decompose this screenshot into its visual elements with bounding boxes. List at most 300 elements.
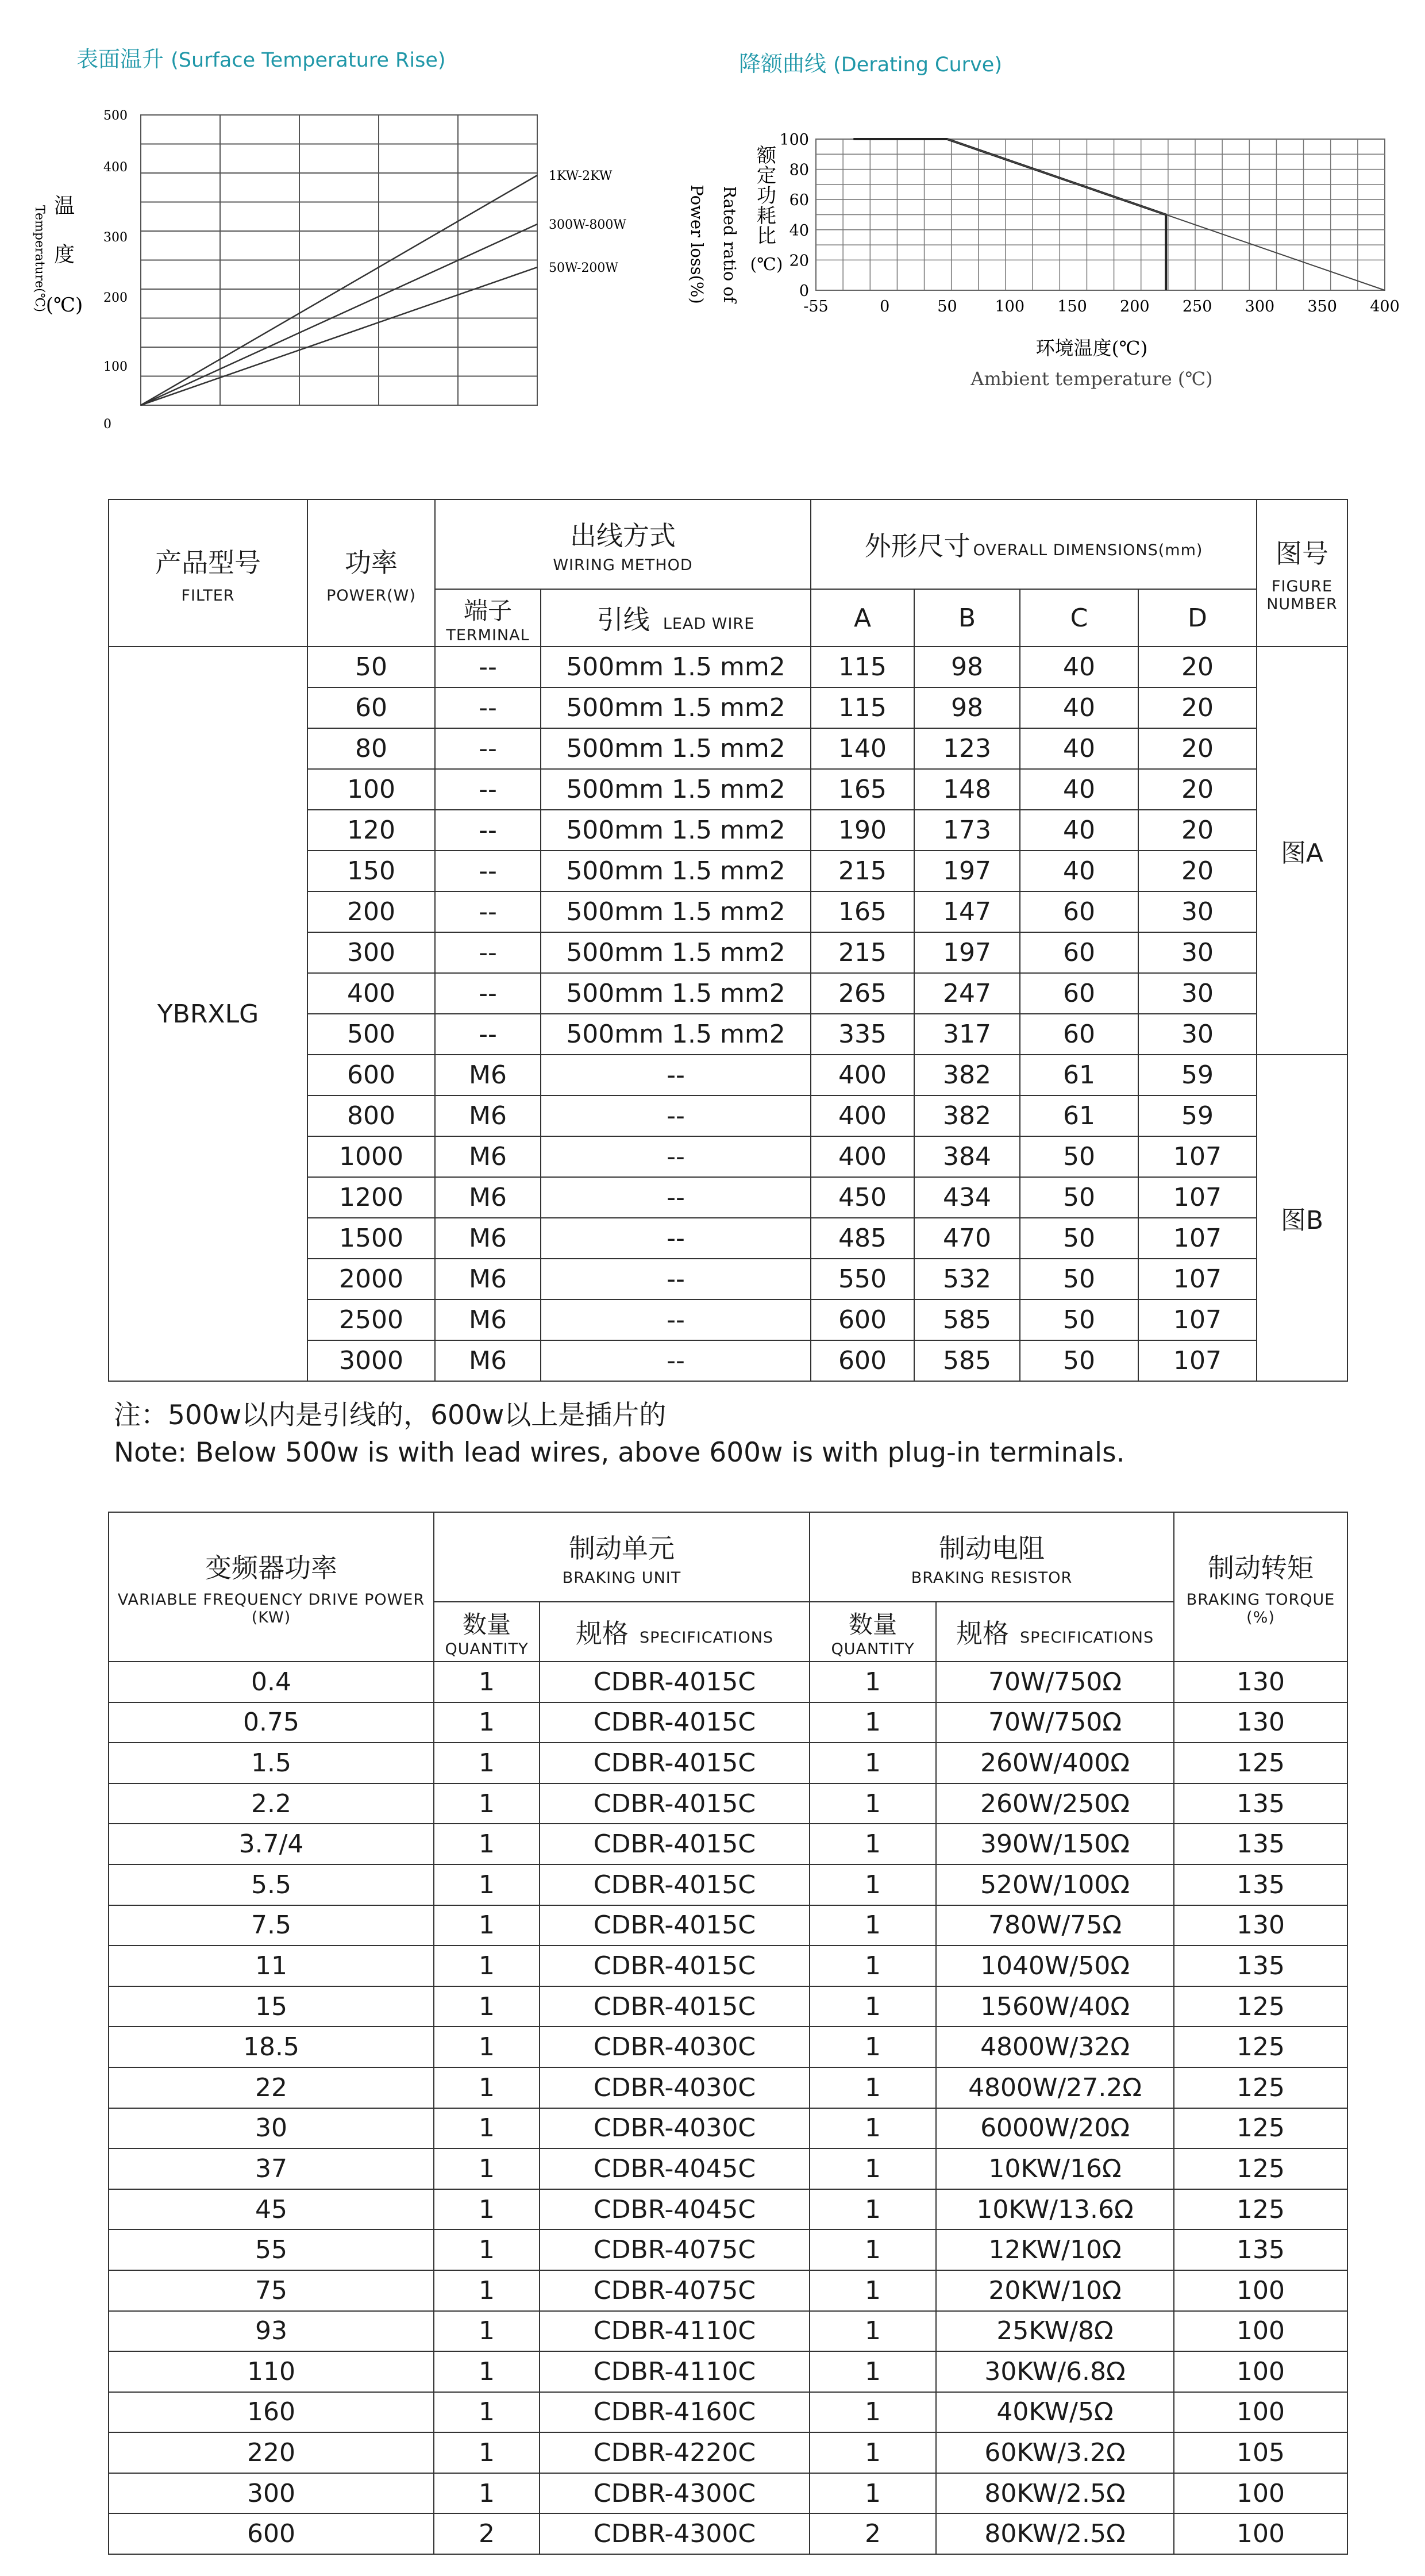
unit-spec-cell: CDBR-4015C xyxy=(540,1986,810,2027)
derating-y-tick: 60 xyxy=(789,191,809,210)
surface-series-line-2 xyxy=(141,267,537,405)
dim-b-cell: 123 xyxy=(914,728,1020,769)
resistor-quantity-cell: 1 xyxy=(810,2432,936,2473)
header-dimensions-cn: 外形尺寸 xyxy=(864,530,970,562)
dim-b-cell: 197 xyxy=(914,932,1020,973)
torque-cell: 130 xyxy=(1174,1702,1347,1743)
derating-x-ticks xyxy=(803,298,1400,316)
braking-row xyxy=(109,2108,1347,2149)
header-torque-en-1: BRAKING TORQUE xyxy=(1186,1591,1335,1609)
power-cell: 1200 xyxy=(307,1177,435,1218)
braking-row xyxy=(109,2270,1347,2311)
resistor-spec-cell: 40KW/5Ω xyxy=(936,2392,1174,2433)
dim-b-cell: 470 xyxy=(914,1218,1020,1259)
dim-a-cell: 265 xyxy=(811,973,914,1014)
dim-d-cell: 30 xyxy=(1138,1014,1257,1055)
surface-ylabel-en: Temperature(℃) xyxy=(32,205,47,312)
resistor-spec-cell: 80KW/2.5Ω xyxy=(936,2473,1174,2514)
terminal-cell: M6 xyxy=(435,1340,541,1381)
derating-chart-title xyxy=(739,46,1002,78)
dim-d-cell: 107 xyxy=(1138,1218,1257,1259)
resistor-spec-cell: 1560W/40Ω xyxy=(936,1986,1174,2027)
torque-cell: 100 xyxy=(1174,2270,1347,2311)
lead-wire-cell: 500mm 1.5 mm2 xyxy=(541,769,811,810)
unit-quantity-cell: 1 xyxy=(434,2067,540,2108)
filter-row xyxy=(109,647,1347,687)
power-cell: 800 xyxy=(307,1095,435,1136)
derating-x-tick: 100 xyxy=(995,298,1025,316)
resistor-spec-cell: 10KW/16Ω xyxy=(936,2148,1174,2189)
braking-row xyxy=(109,2432,1347,2473)
resistor-quantity-cell: 1 xyxy=(810,2473,936,2514)
braking-row xyxy=(109,2473,1347,2514)
unit-quantity-cell: 1 xyxy=(434,2351,540,2392)
derating-x-tick: 300 xyxy=(1245,298,1275,316)
terminal-cell: -- xyxy=(435,932,541,973)
lead-wire-cell: 500mm 1.5 mm2 xyxy=(541,851,811,891)
torque-cell: 135 xyxy=(1174,1946,1347,1986)
dim-a-cell: 115 xyxy=(811,687,914,728)
derating-x-tick: 250 xyxy=(1182,298,1212,316)
power-cell: 1500 xyxy=(307,1218,435,1259)
derating-ylabel-cn-4: 耗 xyxy=(757,205,776,228)
dim-a-cell: 115 xyxy=(811,647,914,687)
torque-cell: 100 xyxy=(1174,2473,1347,2514)
vfd-power-cell: 45 xyxy=(109,2189,434,2230)
torque-cell: 105 xyxy=(1174,2432,1347,2473)
braking-row xyxy=(109,1864,1347,1905)
power-cell: 400 xyxy=(307,973,435,1014)
dim-d-cell: 30 xyxy=(1138,932,1257,973)
derating-xlabel-cn: 环境温度(℃) xyxy=(1035,337,1148,359)
dim-c-cell: 50 xyxy=(1020,1299,1138,1340)
derating-xlabel-en: Ambient temperature (℃) xyxy=(970,368,1213,390)
header-vfd-en-2: (KW) xyxy=(251,1609,291,1627)
header-unit-qty-cn: 数量 xyxy=(462,1610,511,1639)
surface-series-line-1 xyxy=(141,224,537,405)
vfd-power-cell: 22 xyxy=(109,2067,434,2108)
derating-ylabel-cn-1: 额 xyxy=(757,144,776,167)
resistor-spec-cell: 70W/750Ω xyxy=(936,1702,1174,1743)
dim-c-cell: 40 xyxy=(1020,769,1138,810)
header-dimensions-en: OVERALL DIMENSIONS(mm) xyxy=(973,541,1203,559)
model-cell: YBRXLG xyxy=(109,647,307,1381)
unit-spec-cell: CDBR-4075C xyxy=(540,2229,810,2270)
resistor-spec-cell: 60KW/3.2Ω xyxy=(936,2432,1174,2473)
torque-cell: 125 xyxy=(1174,2148,1347,2189)
dim-c-cell: 50 xyxy=(1020,1218,1138,1259)
surface-series-label-2: 50W-200W xyxy=(549,261,619,275)
derating-y-tick: 80 xyxy=(789,161,809,179)
surface-temperature-chart xyxy=(17,103,626,448)
dim-b-cell: 173 xyxy=(914,810,1020,851)
header-power-cn: 功率 xyxy=(345,547,398,578)
unit-quantity-cell: 1 xyxy=(434,2027,540,2067)
power-cell: 200 xyxy=(307,891,435,932)
surface-chart-title xyxy=(76,41,446,73)
torque-cell: 135 xyxy=(1174,1824,1347,1864)
braking-row xyxy=(109,2229,1347,2270)
header-wiring xyxy=(435,499,811,589)
dim-a-cell: 190 xyxy=(811,810,914,851)
unit-spec-cell: CDBR-4110C xyxy=(540,2311,810,2352)
lead-wire-cell: -- xyxy=(541,1299,811,1340)
surface-y-ticks xyxy=(103,109,128,432)
surface-ylabel-cn-1: 温 xyxy=(53,194,75,218)
unit-spec-cell: CDBR-4030C xyxy=(540,2108,810,2149)
surface-y-tick: 0 xyxy=(103,417,111,432)
unit-spec-cell: CDBR-4110C xyxy=(540,2351,810,2392)
torque-cell: 135 xyxy=(1174,1864,1347,1905)
header-dim-a: A xyxy=(811,589,914,647)
terminal-cell: -- xyxy=(435,769,541,810)
braking-row xyxy=(109,2351,1347,2392)
terminal-cell: -- xyxy=(435,687,541,728)
torque-cell: 135 xyxy=(1174,2229,1347,2270)
derating-x-tick: 400 xyxy=(1370,298,1400,316)
dim-c-cell: 40 xyxy=(1020,810,1138,851)
dim-b-cell: 98 xyxy=(914,647,1020,687)
dim-a-cell: 400 xyxy=(811,1095,914,1136)
unit-quantity-cell: 1 xyxy=(434,2189,540,2230)
derating-curve-chart xyxy=(672,115,1419,402)
unit-quantity-cell: 1 xyxy=(434,1986,540,2027)
derating-x-tick: 0 xyxy=(880,298,890,316)
dim-b-cell: 384 xyxy=(914,1136,1020,1177)
vfd-power-cell: 75 xyxy=(109,2270,434,2311)
terminal-cell: M6 xyxy=(435,1259,541,1299)
header-dim-d: D xyxy=(1138,589,1257,647)
derating-ylabel-cn-2: 定 xyxy=(757,164,776,187)
resistor-spec-cell: 4800W/32Ω xyxy=(936,2027,1174,2067)
vfd-power-cell: 55 xyxy=(109,2229,434,2270)
vfd-power-cell: 30 xyxy=(109,2108,434,2149)
header-unit-cn: 制动单元 xyxy=(569,1532,675,1564)
resistor-quantity-cell: 1 xyxy=(810,1986,936,2027)
derating-x-tick: 50 xyxy=(937,298,957,316)
resistor-spec-cell: 10KW/13.6Ω xyxy=(936,2189,1174,2230)
dim-a-cell: 140 xyxy=(811,728,914,769)
resistor-spec-cell: 520W/100Ω xyxy=(936,1864,1174,1905)
lead-wire-cell: 500mm 1.5 mm2 xyxy=(541,973,811,1014)
lead-wire-cell: -- xyxy=(541,1340,811,1381)
header-vfd-cn: 变频器功率 xyxy=(205,1552,337,1583)
derating-grid xyxy=(816,139,1385,290)
dim-b-cell: 434 xyxy=(914,1177,1020,1218)
terminal-cell: M6 xyxy=(435,1055,541,1095)
unit-quantity-cell: 1 xyxy=(434,1662,540,1702)
dim-d-cell: 20 xyxy=(1138,810,1257,851)
unit-spec-cell: CDBR-4220C xyxy=(540,2432,810,2473)
header-filter xyxy=(109,499,307,647)
resistor-quantity-cell: 1 xyxy=(810,1662,936,1702)
power-cell: 80 xyxy=(307,728,435,769)
header-wiring-en: WIRING METHOD xyxy=(553,556,693,574)
torque-cell: 125 xyxy=(1174,2189,1347,2230)
braking-row xyxy=(109,2027,1347,2067)
derating-y-tick: 20 xyxy=(789,252,809,270)
unit-spec-cell: CDBR-4045C xyxy=(540,2148,810,2189)
dim-b-cell: 382 xyxy=(914,1055,1020,1095)
surface-y-tick: 100 xyxy=(103,360,128,374)
braking-row xyxy=(109,2189,1347,2230)
unit-spec-cell: CDBR-4030C xyxy=(540,2067,810,2108)
vfd-power-cell: 18.5 xyxy=(109,2027,434,2067)
header-dim-c: C xyxy=(1020,589,1138,647)
resistor-quantity-cell: 1 xyxy=(810,2027,936,2067)
lead-wire-cell: -- xyxy=(541,1055,811,1095)
dim-d-cell: 20 xyxy=(1138,687,1257,728)
resistor-spec-cell: 12KW/10Ω xyxy=(936,2229,1174,2270)
resistor-spec-cell: 390W/150Ω xyxy=(936,1824,1174,1864)
dim-d-cell: 107 xyxy=(1138,1299,1257,1340)
resistor-quantity-cell: 1 xyxy=(810,1905,936,1946)
resistor-spec-cell: 30KW/6.8Ω xyxy=(936,2351,1174,2392)
torque-cell: 135 xyxy=(1174,1783,1347,1824)
vfd-power-cell: 11 xyxy=(109,1946,434,1986)
unit-quantity-cell: 2 xyxy=(434,2513,540,2554)
dim-b-cell: 382 xyxy=(914,1095,1020,1136)
vfd-power-cell: 5.5 xyxy=(109,1864,434,1905)
derating-ylabel-en-2: Power loss(%) xyxy=(687,184,707,304)
braking-row xyxy=(109,1824,1347,1864)
surface-lines xyxy=(141,175,537,405)
dim-a-cell: 165 xyxy=(811,891,914,932)
lead-wire-cell: -- xyxy=(541,1095,811,1136)
resistor-spec-cell: 1040W/50Ω xyxy=(936,1946,1174,1986)
dim-d-cell: 59 xyxy=(1138,1095,1257,1136)
derating-ylabel-cn-5: 比 xyxy=(757,225,776,248)
figure-b-cell: 图B xyxy=(1257,1055,1347,1381)
resistor-spec-cell: 80KW/2.5Ω xyxy=(936,2513,1174,2554)
unit-spec-cell: CDBR-4015C xyxy=(540,1662,810,1702)
vfd-power-cell: 110 xyxy=(109,2351,434,2392)
unit-quantity-cell: 1 xyxy=(434,1864,540,1905)
unit-spec-cell: CDBR-4015C xyxy=(540,1824,810,1864)
vfd-power-cell: 160 xyxy=(109,2392,434,2433)
unit-quantity-cell: 1 xyxy=(434,2311,540,2352)
resistor-quantity-cell: 1 xyxy=(810,2108,936,2149)
resistor-quantity-cell: 1 xyxy=(810,2392,936,2433)
header-braking-unit xyxy=(434,1512,810,1602)
surface-ylabel-cn-2: 度 xyxy=(53,243,75,267)
dim-c-cell: 50 xyxy=(1020,1177,1138,1218)
header-torque-en-2: (%) xyxy=(1246,1609,1275,1627)
torque-cell: 125 xyxy=(1174,2027,1347,2067)
terminal-cell: -- xyxy=(435,728,541,769)
header-res-qty-en: QUANTITY xyxy=(831,1640,915,1658)
surface-y-tick: 400 xyxy=(103,160,128,175)
header-lead-en: LEAD WIRE xyxy=(663,615,755,633)
header-res-spec-en: SPECIFICATIONS xyxy=(1020,1629,1154,1647)
dim-c-cell: 40 xyxy=(1020,728,1138,769)
note-en: Note: Below 500w is with lead wires, above 600w is with plug-in terminals. xyxy=(114,1437,1125,1468)
dim-d-cell: 20 xyxy=(1138,728,1257,769)
unit-spec-cell: CDBR-4015C xyxy=(540,1905,810,1946)
header-torque-cn: 制动转矩 xyxy=(1208,1552,1314,1583)
dim-d-cell: 107 xyxy=(1138,1340,1257,1381)
unit-quantity-cell: 1 xyxy=(434,2473,540,2514)
derating-title-cn: 降额曲线 xyxy=(739,51,827,76)
dim-a-cell: 600 xyxy=(811,1299,914,1340)
dim-b-cell: 148 xyxy=(914,769,1020,810)
header-vfd-power xyxy=(109,1512,434,1662)
power-cell: 120 xyxy=(307,810,435,851)
dim-b-cell: 585 xyxy=(914,1340,1020,1381)
resistor-quantity-cell: 1 xyxy=(810,1864,936,1905)
braking-row xyxy=(109,2148,1347,2189)
power-cell: 2000 xyxy=(307,1259,435,1299)
resistor-quantity-cell: 1 xyxy=(810,1702,936,1743)
surface-y-tick: 300 xyxy=(103,230,128,245)
braking-row xyxy=(109,2392,1347,2433)
torque-cell: 130 xyxy=(1174,1905,1347,1946)
surface-grid xyxy=(141,115,537,405)
header-power xyxy=(307,499,435,647)
lead-wire-cell: -- xyxy=(541,1218,811,1259)
torque-cell: 125 xyxy=(1174,2108,1347,2149)
dim-a-cell: 400 xyxy=(811,1136,914,1177)
derating-ylabel-cn-3: 功 xyxy=(757,184,776,207)
resistor-spec-cell: 4800W/27.2Ω xyxy=(936,2067,1174,2108)
dim-b-cell: 147 xyxy=(914,891,1020,932)
dim-c-cell: 50 xyxy=(1020,1340,1138,1381)
braking-row xyxy=(109,1743,1347,1783)
resistor-quantity-cell: 1 xyxy=(810,1743,936,1783)
dim-d-cell: 107 xyxy=(1138,1136,1257,1177)
torque-cell: 125 xyxy=(1174,2067,1347,2108)
terminal-cell: -- xyxy=(435,810,541,851)
vfd-power-cell: 600 xyxy=(109,2513,434,2554)
dim-b-cell: 98 xyxy=(914,687,1020,728)
terminal-cell: -- xyxy=(435,647,541,687)
terminal-cell: M6 xyxy=(435,1177,541,1218)
header-terminal xyxy=(435,589,541,647)
resistor-quantity-cell: 1 xyxy=(810,2189,936,2230)
dim-c-cell: 40 xyxy=(1020,851,1138,891)
resistor-spec-cell: 25KW/8Ω xyxy=(936,2311,1174,2352)
resistor-spec-cell: 70W/750Ω xyxy=(936,1662,1174,1702)
vfd-power-cell: 300 xyxy=(109,2473,434,2514)
power-cell: 150 xyxy=(307,851,435,891)
dim-d-cell: 20 xyxy=(1138,851,1257,891)
braking-row xyxy=(109,2513,1347,2554)
dim-c-cell: 60 xyxy=(1020,891,1138,932)
header-dimensions xyxy=(811,499,1257,589)
derating-title-en: (Derating Curve) xyxy=(833,53,1002,76)
dim-d-cell: 20 xyxy=(1138,769,1257,810)
power-cell: 1000 xyxy=(307,1136,435,1177)
power-cell: 600 xyxy=(307,1055,435,1095)
vfd-power-cell: 37 xyxy=(109,2148,434,2189)
resistor-spec-cell: 780W/75Ω xyxy=(936,1905,1174,1946)
derating-y-tick: 0 xyxy=(799,282,809,300)
header-dim-b: B xyxy=(914,589,1020,647)
dim-c-cell: 60 xyxy=(1020,973,1138,1014)
surface-ylabel-cn-3: (℃) xyxy=(45,294,83,317)
dim-c-cell: 40 xyxy=(1020,647,1138,687)
vfd-power-cell: 0.4 xyxy=(109,1662,434,1702)
dim-d-cell: 59 xyxy=(1138,1055,1257,1095)
surface-series-label-0: 1KW-2KW xyxy=(549,169,613,183)
header-unit-spec xyxy=(540,1602,810,1662)
dim-d-cell: 30 xyxy=(1138,891,1257,932)
derating-x-tick: 350 xyxy=(1307,298,1337,316)
resistor-spec-cell: 260W/400Ω xyxy=(936,1743,1174,1783)
terminal-cell: -- xyxy=(435,851,541,891)
lead-wire-cell: 500mm 1.5 mm2 xyxy=(541,647,811,687)
unit-quantity-cell: 1 xyxy=(434,2148,540,2189)
dim-b-cell: 532 xyxy=(914,1259,1020,1299)
terminal-cell: M6 xyxy=(435,1095,541,1136)
unit-quantity-cell: 1 xyxy=(434,1905,540,1946)
unit-spec-cell: CDBR-4300C xyxy=(540,2473,810,2514)
power-cell: 3000 xyxy=(307,1340,435,1381)
header-lead-cn: 引线 xyxy=(596,604,650,635)
terminal-cell: -- xyxy=(435,891,541,932)
header-res-spec-cn: 规格 xyxy=(956,1618,1009,1649)
filter-dimensions-table xyxy=(108,499,1348,1382)
header-resistor-quantity xyxy=(810,1602,936,1662)
dim-d-cell: 20 xyxy=(1138,647,1257,687)
header-braking-torque xyxy=(1174,1512,1347,1662)
resistor-quantity-cell: 1 xyxy=(810,2351,936,2392)
surface-series-labels xyxy=(549,169,626,275)
unit-quantity-cell: 1 xyxy=(434,1743,540,1783)
derating-x-tick: -55 xyxy=(803,298,829,316)
resistor-spec-cell: 260W/250Ω xyxy=(936,1783,1174,1824)
lead-wire-cell: 500mm 1.5 mm2 xyxy=(541,932,811,973)
braking-row xyxy=(109,2067,1347,2108)
dim-a-cell: 215 xyxy=(811,932,914,973)
power-cell: 100 xyxy=(307,769,435,810)
dim-c-cell: 50 xyxy=(1020,1259,1138,1299)
header-power-en: POWER(W) xyxy=(326,586,416,605)
dim-a-cell: 215 xyxy=(811,851,914,891)
vfd-power-cell: 15 xyxy=(109,1986,434,2027)
header-unit-spec-en: SPECIFICATIONS xyxy=(640,1629,774,1647)
torque-cell: 100 xyxy=(1174,2311,1347,2352)
unit-spec-cell: CDBR-4015C xyxy=(540,1743,810,1783)
vfd-power-cell: 220 xyxy=(109,2432,434,2473)
derating-y-tick: 40 xyxy=(789,221,809,240)
unit-spec-cell: CDBR-4015C xyxy=(540,1702,810,1743)
unit-quantity-cell: 1 xyxy=(434,1783,540,1824)
lead-wire-cell: 500mm 1.5 mm2 xyxy=(541,687,811,728)
derating-x-tick: 150 xyxy=(1057,298,1087,316)
header-unit-en: BRAKING UNIT xyxy=(562,1568,681,1587)
unit-spec-cell: CDBR-4075C xyxy=(540,2270,810,2311)
dim-a-cell: 400 xyxy=(811,1055,914,1095)
unit-quantity-cell: 1 xyxy=(434,2432,540,2473)
vfd-power-cell: 7.5 xyxy=(109,1905,434,1946)
unit-spec-cell: CDBR-4045C xyxy=(540,2189,810,2230)
braking-row xyxy=(109,1905,1347,1946)
surface-title-cn: 表面温升 xyxy=(76,47,164,72)
unit-spec-cell: CDBR-4015C xyxy=(540,1783,810,1824)
dim-b-cell: 247 xyxy=(914,973,1020,1014)
unit-spec-cell: CDBR-4015C xyxy=(540,1946,810,1986)
dim-a-cell: 550 xyxy=(811,1259,914,1299)
power-cell: 50 xyxy=(307,647,435,687)
dim-a-cell: 485 xyxy=(811,1218,914,1259)
unit-quantity-cell: 1 xyxy=(434,2229,540,2270)
power-cell: 2500 xyxy=(307,1299,435,1340)
dim-b-cell: 197 xyxy=(914,851,1020,891)
torque-cell: 100 xyxy=(1174,2513,1347,2554)
dim-b-cell: 585 xyxy=(914,1299,1020,1340)
torque-cell: 125 xyxy=(1174,1986,1347,2027)
